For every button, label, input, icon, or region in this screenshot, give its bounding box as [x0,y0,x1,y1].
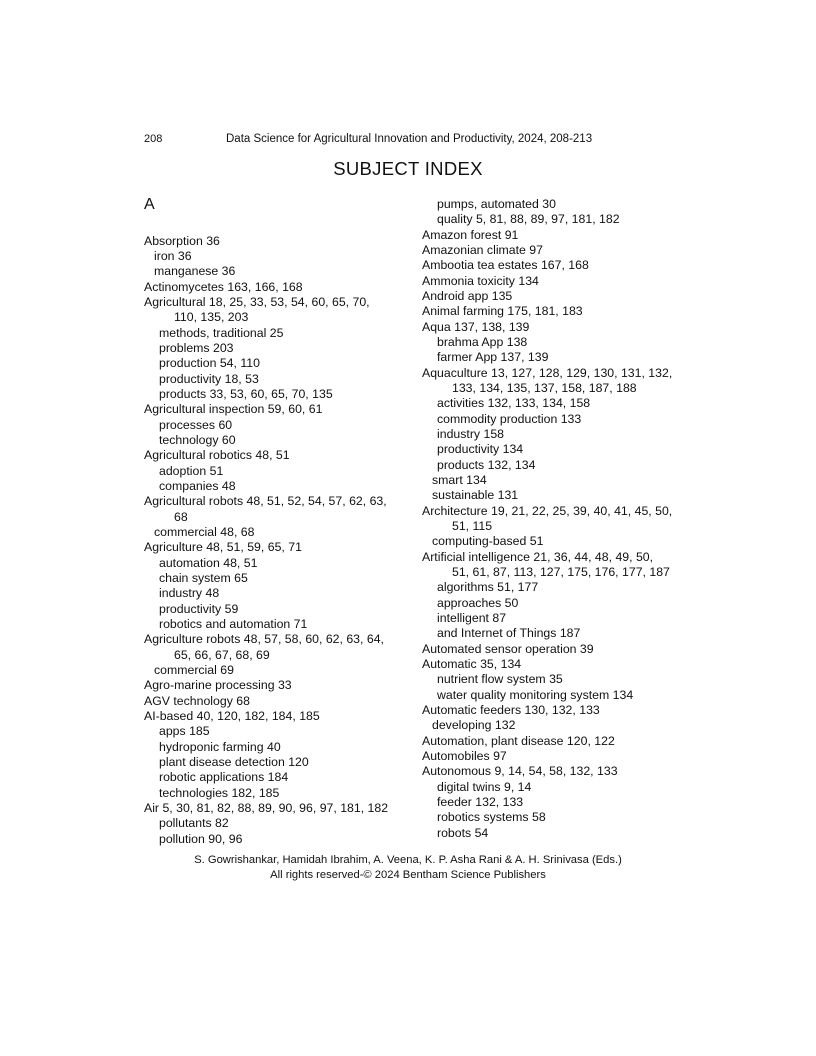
index-entry: Air 5, 30, 81, 82, 88, 89, 90, 96, 97, 181, 182 [144,801,389,815]
index-subentry: digital twins 9, 14 [437,780,532,794]
footer-rights: All rights reserved-© 2024 Bentham Science Publishers [270,869,546,881]
page-number: 208 [144,133,163,145]
section-letter: A [144,196,155,213]
index-subentry: feeder 132, 133 [437,795,524,809]
index-subentry: algorithms 51, 177 [437,580,539,594]
index-subentry: activities 132, 133, 134, 158 [437,396,591,410]
index-subentry: plant disease detection 120 [159,755,309,769]
index-entry: Automated sensor operation 39 [422,642,594,656]
index-subentry: chain system 65 [159,571,248,585]
index-subentry: approaches 50 [437,596,519,610]
index-entry-continuation: 51, 115 [452,519,493,533]
index-subentry: methods, traditional 25 [159,326,284,340]
index-entry: Agricultural robots 48, 51, 52, 54, 57, 62, 63, [144,494,387,508]
index-entry: Agricultural inspection 59, 60, 61 [144,402,323,416]
index-entry: Automatic feeders 130, 132, 133 [422,703,600,717]
index-subentry: industry 158 [437,427,504,441]
index-entry: Automatic 35, 134 [422,657,522,671]
index-subentry: sustainable 131 [432,488,519,502]
index-subentry: pumps, automated 30 [437,197,556,211]
index-entry: Autonomous 9, 14, 54, 58, 132, 133 [422,764,618,778]
index-subentry: pollutants 82 [159,816,229,830]
index-entry: Amazon forest 91 [422,228,519,242]
index-subentry: smart 134 [432,473,487,487]
index-subentry: productivity 134 [437,442,524,456]
index-subentry: manganese 36 [154,264,236,278]
index-entry-continuation: 65, 66, 67, 68, 69 [174,648,270,662]
index-entry: Animal farming 175, 181, 183 [422,304,583,318]
index-subentry: problems 203 [159,341,234,355]
index-subentry: pollution 90, 96 [159,832,243,846]
index-subentry: commercial 69 [154,663,234,677]
index-entry: Aquaculture 13, 127, 128, 129, 130, 131, 132, [422,366,673,380]
index-subentry: commodity production 133 [437,412,582,426]
index-entry: Agro-marine processing 33 [144,678,292,692]
index-entry: Aqua 137, 138, 139 [422,320,530,334]
index-subentry: brahma App 138 [437,335,528,349]
index-entry: Agricultural robotics 48, 51 [144,448,290,462]
index-subentry: intelligent 87 [437,611,507,625]
index-subentry: production 54, 110 [159,356,260,370]
index-entry: AGV technology 68 [144,694,250,708]
index-entry: Actinomycetes 163, 166, 168 [144,280,303,294]
index-entry: Ammonia toxicity 134 [422,274,539,288]
index-entry: Agricultural 18, 25, 33, 53, 54, 60, 65, 70, [144,295,370,309]
index-entry-continuation: 133, 134, 135, 137, 158, 187, 188 [452,381,637,395]
index-entry: AI-based 40, 120, 182, 184, 185 [144,709,320,723]
index-entry-continuation: 68 [174,510,188,524]
index-subentry: and Internet of Things 187 [437,626,581,640]
index-entry: Artificial intelligence 21, 36, 44, 48, 49, 50, [422,550,654,564]
index-entry: Absorption 36 [144,234,220,248]
index-entry: Amazonian climate 97 [422,243,543,257]
index-subentry: iron 36 [154,249,192,263]
index-subentry: nutrient flow system 35 [437,672,563,686]
index-subentry: robotic applications 184 [159,770,289,784]
index-subentry: productivity 59 [159,602,239,616]
index-subentry: automation 48, 51 [159,556,258,570]
index-subentry: products 33, 53, 60, 65, 70, 135 [159,387,333,401]
index-entry: Automobiles 97 [422,749,507,763]
index-subentry: apps 185 [159,724,210,738]
index-subentry: quality 5, 81, 88, 89, 97, 181, 182 [437,212,620,226]
index-subentry: computing-based 51 [432,534,544,548]
running-title: Data Science for Agricultural Innovation and Productivity, 2024, 208-213 [226,133,593,145]
index-entry: Agriculture 48, 51, 59, 65, 71 [144,540,302,554]
index-entry-continuation: 110, 135, 203 [174,310,249,324]
index-entry: Android app 135 [422,289,513,303]
index-subentry: technology 60 [159,433,236,447]
index-subentry: farmer App 137, 139 [437,350,549,364]
index-subentry: processes 60 [159,418,233,432]
index-subentry: adoption 51 [159,464,224,478]
index-subentry: hydroponic farming 40 [159,740,281,754]
index-entry: Automation, plant disease 120, 122 [422,734,615,748]
index-subentry: water quality monitoring system 134 [437,688,634,702]
footer-editors: S. Gowrishankar, Hamidah Ibrahim, A. Veena, K. P. Asha Rani & A. H. Srinivasa (Eds.) [194,854,622,866]
index-entry: Agriculture robots 48, 57, 58, 60, 62, 63, 64, [144,632,384,646]
index-subentry: robotics and automation 71 [159,617,308,631]
index-subentry: developing 132 [432,718,516,732]
index-subentry: robotics systems 58 [437,810,546,824]
index-subentry: productivity 18, 53 [159,372,259,386]
index-entry: Architecture 19, 21, 22, 25, 39, 40, 41, 45, 50, [422,504,673,518]
page-title: SUBJECT INDEX [333,158,483,179]
index-subentry: products 132, 134 [437,458,536,472]
index-subentry: robots 54 [437,826,489,840]
index-entry-continuation: 51, 61, 87, 113, 127, 175, 176, 177, 187 [452,565,670,579]
index-subentry: technologies 182, 185 [159,786,280,800]
index-subentry: industry 48 [159,586,220,600]
index-entry: Ambootia tea estates 167, 168 [422,258,589,272]
index-subentry: companies 48 [159,479,236,493]
index-subentry: commercial 48, 68 [154,525,255,539]
